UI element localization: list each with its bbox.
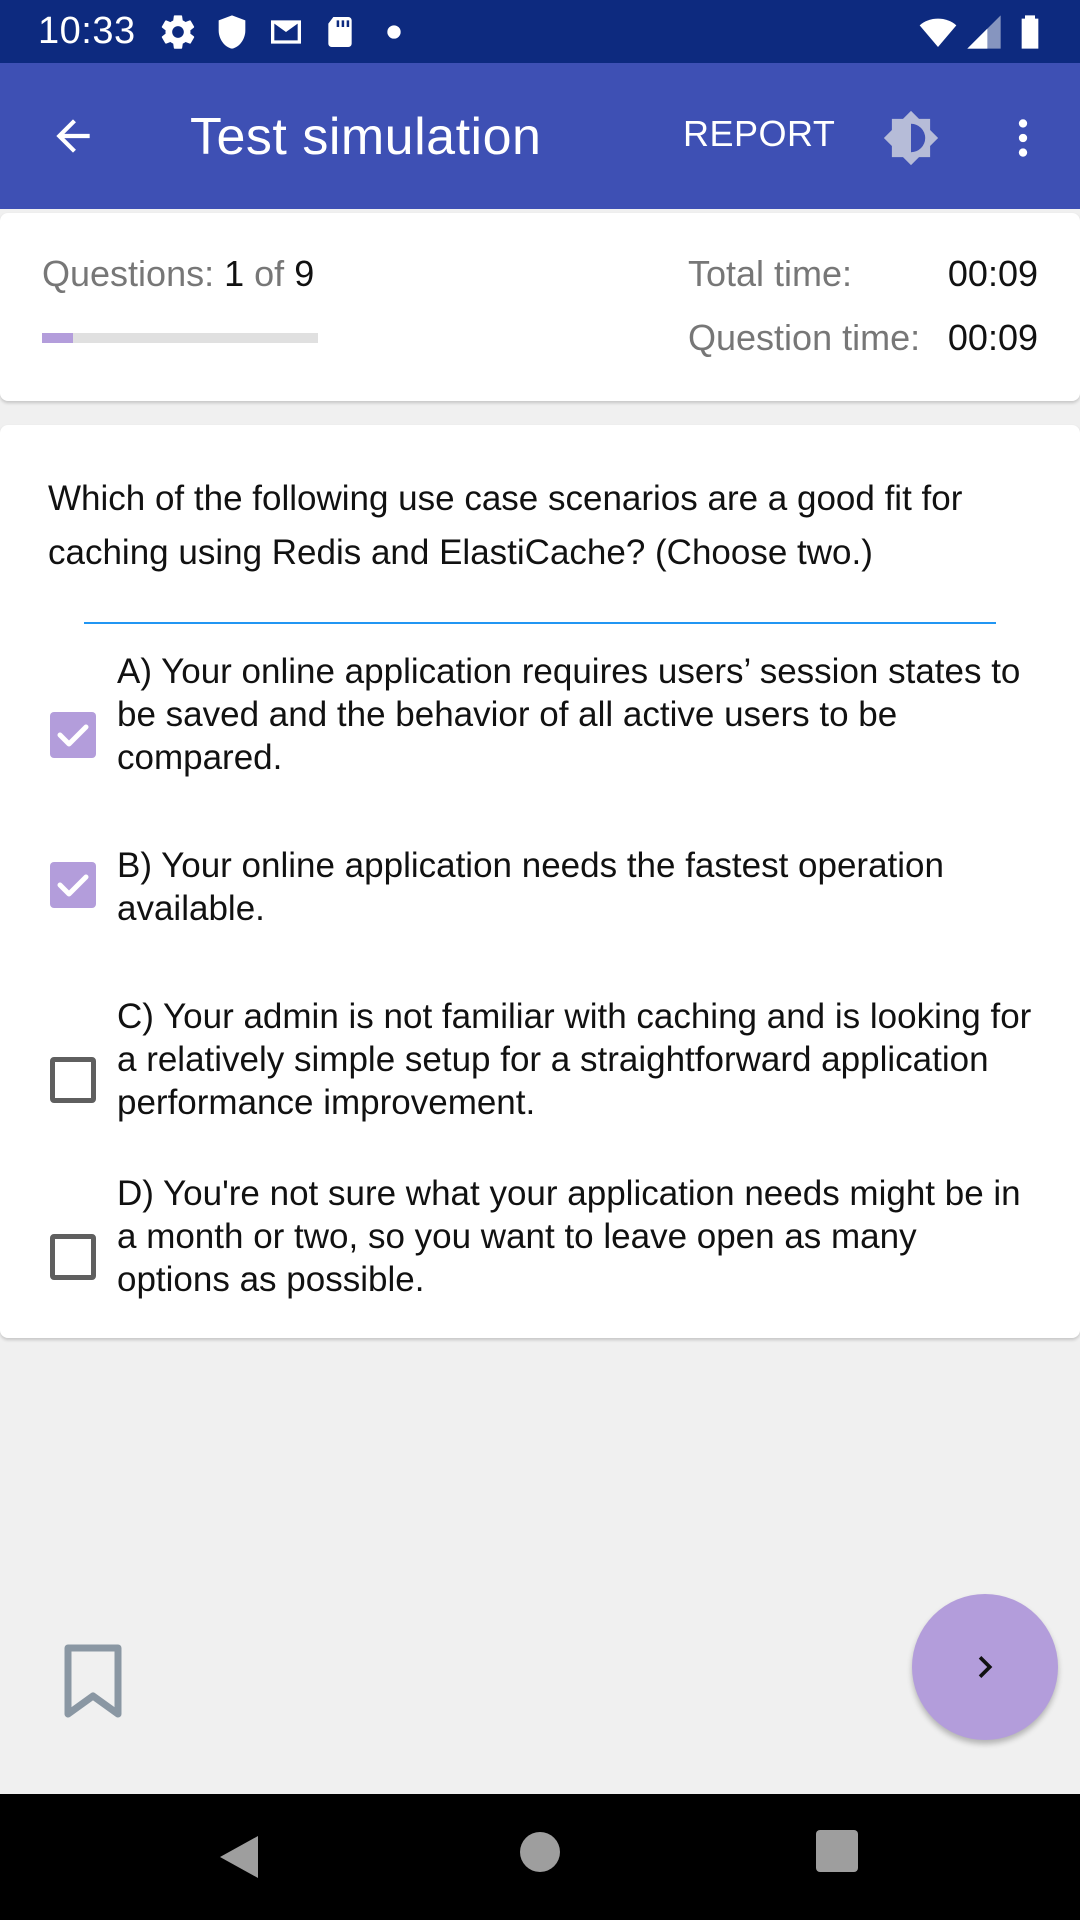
- back-arrow-icon: [48, 111, 98, 161]
- divider: [84, 622, 996, 624]
- question-counter-label: Questions:: [42, 253, 215, 294]
- option-a-checkbox[interactable]: [50, 712, 96, 758]
- total-time-value: 00:09: [947, 253, 1038, 294]
- status-bar: [0, 0, 1080, 63]
- dot-icon: [374, 12, 414, 52]
- app-bar: [0, 63, 1080, 209]
- status-icons-right: [918, 12, 1050, 52]
- option-c-checkbox[interactable]: [50, 1057, 96, 1103]
- theme-toggle-button[interactable]: [878, 105, 944, 171]
- next-question-button[interactable]: [912, 1594, 1058, 1740]
- nav-back-icon[interactable]: [216, 1832, 262, 1882]
- check-icon: [50, 712, 96, 758]
- sd-card-icon: [320, 12, 360, 52]
- back-button[interactable]: [40, 103, 106, 169]
- question-time-label: Question time:: [688, 317, 921, 358]
- question-total: 9: [294, 253, 315, 294]
- mail-icon: [266, 12, 306, 52]
- question-of-label: of: [254, 253, 285, 294]
- page-title: Test simulation: [190, 108, 542, 166]
- nav-home-icon[interactable]: [520, 1832, 560, 1872]
- nav-recent-apps-icon[interactable]: [816, 1830, 858, 1872]
- question-card: [0, 425, 1080, 1338]
- status-icons-left: [158, 12, 414, 52]
- option-c-label: C) Your admin is not familiar with caching and is looking for a relatively simple setup for a straightforward application performance improvement.: [117, 997, 1032, 1122]
- question-time-value: 00:09: [947, 317, 1038, 358]
- option-b-checkbox[interactable]: [50, 862, 96, 908]
- question-current: 1: [224, 253, 245, 294]
- progress-bar-fill: [42, 333, 73, 343]
- bookmark-button[interactable]: [62, 1644, 124, 1720]
- option-a-label: A) Your online application requires users’ session states to be saved and the behavior of all active users to be compared.: [117, 652, 1021, 777]
- chevron-right-icon: [963, 1645, 1007, 1689]
- bookmark-icon: [62, 1644, 124, 1720]
- status-time: 10:33: [38, 10, 136, 52]
- more-vert-icon: [998, 113, 1048, 163]
- report-button[interactable]: REPORT: [683, 113, 836, 154]
- question-text: Which of the following use case scenarios are a good fit for caching using Redis and ElastiCache? (Choose two.): [48, 479, 963, 572]
- system-nav-bar: [0, 1794, 1080, 1920]
- progress-bar: [42, 333, 318, 343]
- check-icon: [50, 862, 96, 908]
- progress-card: [0, 213, 1080, 401]
- battery-icon: [1010, 12, 1050, 52]
- brightness-icon: [880, 107, 942, 169]
- option-b-label: B) Your online application needs the fastest operation available.: [117, 846, 944, 928]
- settings-icon: [158, 12, 198, 52]
- signal-icon: [964, 12, 1004, 52]
- question-counter: [42, 253, 314, 295]
- wifi-icon: [918, 12, 958, 52]
- shield-icon: [212, 12, 252, 52]
- option-d-checkbox[interactable]: [50, 1234, 96, 1280]
- option-d-label: D) You're not sure what your application needs might be in a month or two, so you want to leave open as many options as possible.: [117, 1174, 1021, 1299]
- total-time-label: Total time:: [688, 253, 853, 294]
- more-options-button[interactable]: [990, 105, 1056, 171]
